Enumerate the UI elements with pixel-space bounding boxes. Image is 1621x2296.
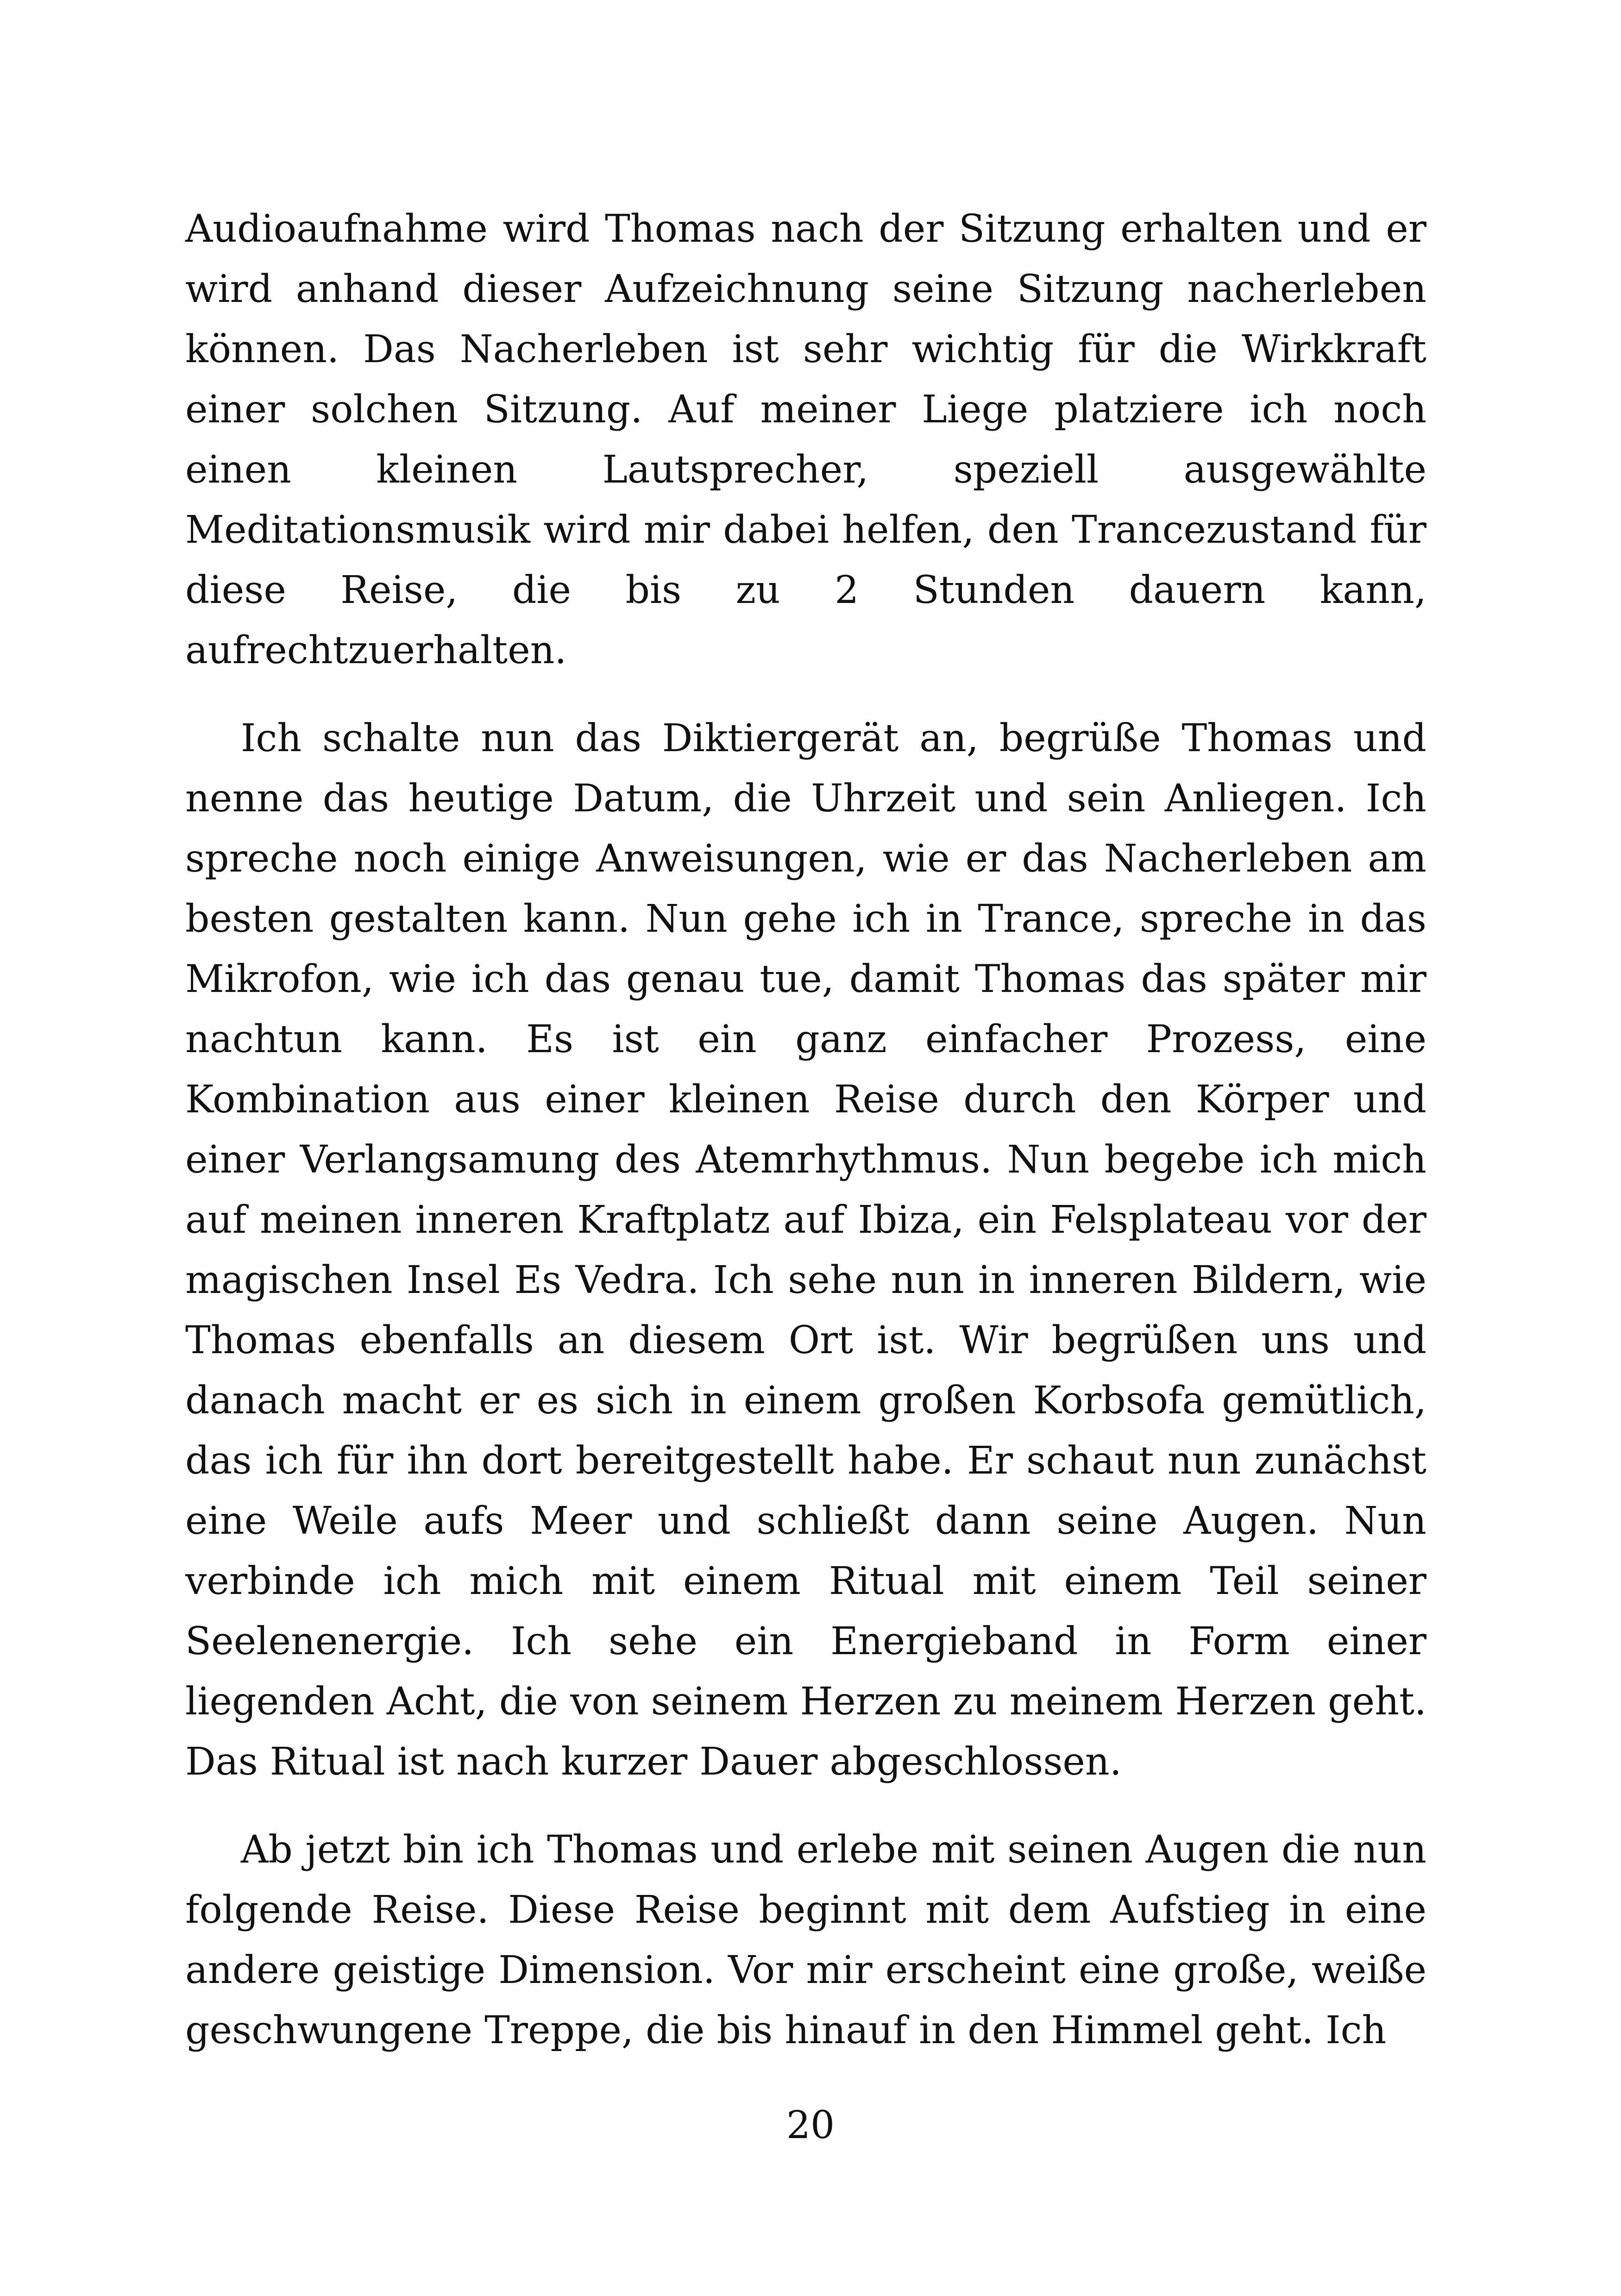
paragraph-3: Ab jetzt bin ich Thomas und erlebe mit seinen Augen die nun folgende Reise. Diese Reise beginnt mit dem Aufstieg in eine andere geistige Dimension. Vor mir erscheint eine große, weiße geschwungene Treppe, die bis hinauf in den Himmel geht. Ich [185, 1828, 1426, 2052]
page-number: 20 [786, 2103, 835, 2147]
body-text [185, 199, 1426, 2089]
paragraph-2: Ich schalte nun das Diktiergerät an, begrüße Thomas und nenne das heutige Datum, die Uhrzeit und sein Anliegen. Ich spreche noch einige Anweisungen, wie er das Nacherleben am besten gestalten kann. Nun gehe ich in Trance, spreche in das Mikrofon, wie ich das genau tue, damit Thomas das später mir nachtun kann. Es ist ein ganz einfacher Prozess, eine Kombination aus einer kleinen Reise durch den Körper und einer Verlangsamung des Atemrhythmus. Nun begebe ich mich auf meinen inneren Kraftplatz auf Ibiza, ein Felsplateau vor der magischen Insel Es Vedra. Ich sehe nun in inneren Bildern, wie Thomas ebenfalls an diesem Ort ist. Wir begrüßen uns und danach macht er es sich in einem großen Korbsofa gemütlich, das ich für ihn dort bereitgestellt habe. Er schaut nun zunächst eine Weile aufs Meer und schließt dann seine Augen. Nun verbinde ich mich mit einem Ritual mit einem Teil seiner Seelenenergie. Ich sehe ein Energieband in Form einer liegenden Acht, die von seinem Herzen zu meinem Herzen geht. Das Ritual ist nach kurzer Dauer abgeschlossen. [185, 716, 1426, 1784]
paragraph-1: Audioaufnahme wird Thomas nach der Sitzung erhalten und er wird anhand dieser Aufzeichnung seine Sitzung nacherleben können. Das Nacherleben ist sehr wichtig für die Wirkkraft einer solchen Sitzung. Auf meiner Liege platziere ich noch einen kleinen Lautsprecher, speziell ausgewählte Meditationsmusik wird mir dabei helfen, den Trancezustand für diese Reise, die bis zu 2 Stunden dauern kann, aufrechtzuerhalten. [185, 207, 1426, 672]
